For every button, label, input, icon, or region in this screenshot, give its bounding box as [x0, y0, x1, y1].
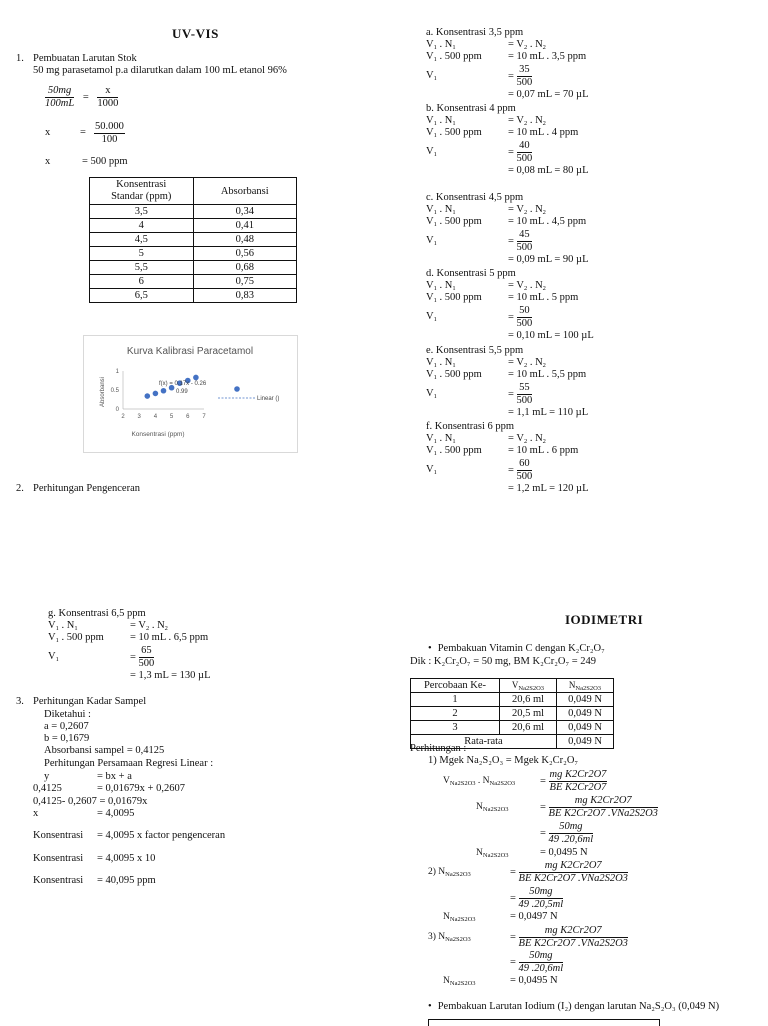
dilution-label: c. Konsentrasi 4,5 ppm — [426, 192, 524, 203]
table-cell: 3,5 — [90, 205, 194, 219]
n-label: $N_{Na2S2O3}$ — [443, 976, 476, 987]
dilution-a — [426, 27, 626, 103]
equation-3-lhs: x — [45, 156, 51, 167]
konsentrasi-value: = 4,0095 x factor pengenceran — [97, 830, 226, 841]
n-label: $N_{Na2S2O3}$ — [443, 912, 476, 923]
konsentrasi-value: = 40,095 ppm — [97, 875, 156, 886]
equation-2-eq: = — [80, 127, 86, 138]
dilution-result: = 1,1 mL = 110 µL — [508, 407, 589, 418]
chart-xlabel: Konsentrasi (ppm) — [131, 431, 185, 438]
table-cell: 0,049 N — [557, 693, 614, 707]
table-cell: 0,34 — [193, 205, 297, 219]
y-tick-label: 1 — [115, 369, 119, 375]
dilution-line: $V_1$ — [426, 146, 437, 158]
regression-rhs: = bx + a — [97, 771, 132, 782]
step-3-result: = 0,0495 N — [510, 975, 558, 986]
table-cell: 20,5 ml — [500, 707, 557, 721]
dilution-line: = $V_2$ . $N_2$ — [508, 115, 546, 127]
dilution-line: $V_1$ . $N_1$ — [426, 433, 456, 445]
chart-annotation: f(x) = 0.17x - 0.26 — [159, 381, 207, 387]
step-1-lhs: $V_{Na2S2O3}$ . $N_{Na2S2O3}$ — [443, 776, 516, 787]
equation-3-rhs: = 500 ppm — [82, 156, 128, 167]
step-3-substitution: = $\frac{50mg}{49 .20,6ml}$ — [510, 950, 564, 974]
dilution-line: $V_1$ — [48, 651, 59, 663]
table-cell: 4,5 — [90, 233, 194, 247]
dilution-line: = $V_2$ . $N_2$ — [508, 204, 546, 216]
table-cell: 0,75 — [193, 275, 297, 289]
step-3-formula: = $\frac{\text{mg K2Cr2O7}}{\text{BE K2Cr2O7 .VNa2S2O3}}$ — [510, 925, 628, 949]
data-point — [193, 375, 199, 381]
standard-table — [89, 177, 297, 303]
regression-rhs: = 0,01679x + 0,2607 — [97, 783, 185, 794]
dilution-f — [426, 421, 626, 497]
regression-lhs: 0,4125 — [33, 783, 62, 794]
chart-title: Kurva Kalibrasi Paracetamol — [126, 346, 254, 357]
table-cell: 0,41 — [193, 219, 297, 233]
table-cell: 0,68 — [193, 261, 297, 275]
dilution-c — [426, 192, 626, 268]
y-tick-label: 0 — [115, 407, 119, 413]
table-cell: 6,5 — [90, 289, 194, 303]
table-cell: 4 — [90, 219, 194, 233]
dilution-result: = 0,07 mL = 70 µL — [508, 89, 589, 100]
step-2: 2) $N_{Na2S2O3}$ — [428, 867, 471, 878]
dilution-label: f. Konsentrasi 6 ppm — [426, 421, 515, 432]
dilution-line: $V_1$ . $N_1$ — [426, 39, 456, 51]
table-header: $V_{Na2S2O3}$ — [500, 679, 557, 693]
dilution-b — [426, 103, 626, 179]
table-cell: 1 — [411, 693, 500, 707]
table-cell: 5,5 — [90, 261, 194, 275]
dilution-line: = 10 mL . 6,5 ppm — [130, 632, 209, 643]
table-header: Konsentrasi Standar (ppm) — [90, 178, 194, 205]
s3-line: Absorbansi sampel = 0,4125 — [44, 745, 165, 756]
dilution-line: $V_1$ — [426, 464, 437, 476]
chart-annotation-r2: 0.99 — [176, 389, 188, 395]
dilution-line: $V_1$ — [426, 311, 437, 323]
dilution-result: = 0,08 mL = 80 µL — [508, 165, 589, 176]
step-1-n-formula: = $\frac{\text{mg K2Cr2O7}}{\text{BE K2Cr2O7 .VNa2S2O3}}$ — [540, 795, 658, 819]
dilution-label: d. Konsentrasi 5 ppm — [426, 268, 516, 279]
section-1-number: 1. — [16, 53, 24, 64]
konsentrasi-value: = 4,0095 x 10 — [97, 853, 156, 864]
y-tick-label: 0.5 — [110, 388, 119, 394]
x-tick-label: 3 — [137, 414, 141, 420]
regression-lhs: y — [44, 771, 50, 782]
table-header: Percobaan Ke- — [411, 679, 500, 693]
table-header: Absorbansi — [193, 178, 297, 205]
dilution-line: $V_1$ . 500 ppm — [426, 445, 482, 457]
table-cell: 0,56 — [193, 247, 297, 261]
data-point — [145, 393, 151, 399]
dilution-result: = 1,2 mL = 120 µL — [508, 483, 589, 494]
perhitungan-label: Perhitungan : — [410, 743, 467, 754]
dilution-e — [426, 345, 626, 421]
chart-ylabel: Absorbansi — [100, 376, 106, 408]
dilution-fraction: = $\frac{50}{500}$ — [508, 305, 533, 329]
dilution-line: $V_1$ . 500 ppm — [426, 51, 482, 63]
uvvis-title: UV-VIS — [172, 26, 219, 41]
n-label: $N_{Na2S2O3}$ — [476, 848, 509, 859]
konsentrasi-label: Konsentrasi — [33, 830, 84, 841]
table-cell: 0,48 — [193, 233, 297, 247]
section-1-desc: 50 mg parasetamol p.a dilarutkan dalam 100 mL etanol 96% — [33, 65, 287, 76]
data-point — [153, 391, 159, 397]
dilution-label: a. Konsentrasi 3,5 ppm — [426, 27, 524, 38]
dilution-line: $V_1$ . 500 ppm — [426, 127, 482, 139]
section-1-heading: Pembuatan Larutan Stok — [33, 53, 137, 64]
iodimetri-bullet-2: • Pembakuan Larutan Iodium (I₂) dengan larutan Na₂S₂O₃ (0,049 N) — [428, 1001, 719, 1013]
dilution-line: $V_1$ — [426, 235, 437, 247]
table-cell: 5 — [90, 247, 194, 261]
section-2-heading: Perhitungan Pengenceran — [33, 483, 141, 494]
iodimetri-bullet-1: • Pembakuan Vitamin C dengan K₂Cr₂O₇ — [428, 643, 605, 655]
x-tick-label: 5 — [169, 414, 174, 420]
table-cell: 2 — [411, 707, 500, 721]
x-tick-label: 4 — [153, 414, 158, 420]
table-cell: 20,6 ml — [500, 721, 557, 735]
n-label: $N_{Na2S2O3}$ — [476, 802, 509, 813]
table-cell: 6 — [90, 275, 194, 289]
table-cell: 0,049 N — [557, 707, 614, 721]
x-tick-label: 6 — [186, 414, 190, 420]
dilution-result: = 1,3 mL = 130 µL — [130, 670, 211, 681]
step-1-rhs: = $\frac{\text{mg K2Cr2O7}}{\text{BE K2Cr2O7}}$ — [540, 769, 607, 793]
step-3: 3) $N_{Na2S2O3}$ — [428, 932, 471, 943]
dilution-line: $V_1$ . 500 ppm — [426, 216, 482, 228]
table-cell: 20,6 ml — [500, 693, 557, 707]
dilution-line: $V_1$ . 500 ppm — [48, 632, 104, 644]
calibration-chart — [83, 335, 298, 453]
dilution-g — [48, 608, 248, 684]
iodimetri-table — [410, 678, 614, 749]
konsentrasi-label: Konsentrasi — [33, 853, 84, 864]
dilution-d — [426, 268, 626, 344]
dilution-label: g. Konsentrasi 6,5 ppm — [48, 608, 146, 619]
x-tick-label: 7 — [202, 414, 206, 420]
equation-1: $\frac{50mg}{100mL}$ = $\frac{x}{1000}$ — [45, 85, 119, 109]
dilution-fraction: = $\frac{35}{500}$ — [508, 64, 533, 88]
dilution-line: $V_1$ — [426, 70, 437, 82]
dilution-label: b. Konsentrasi 4 ppm — [426, 103, 516, 114]
dilution-line: = $V_2$ . $N_2$ — [508, 39, 546, 51]
s3-line: b = 0,1679 — [44, 733, 90, 744]
dilution-line: = 10 mL . 6 ppm — [508, 445, 579, 456]
legend-linear: Linear () — [257, 396, 280, 402]
dilution-fraction: = $\frac{45}{500}$ — [508, 229, 533, 253]
table-cell: 0,83 — [193, 289, 297, 303]
dilution-fraction: = $\frac{60}{500}$ — [508, 458, 533, 482]
dilution-line: $V_1$ . $N_1$ — [426, 115, 456, 127]
equation-2-frac: $\frac{50.000}{100}$ — [95, 121, 124, 145]
step-1-result: = 0,0495 N — [540, 847, 588, 858]
section-3-number: 3. — [16, 696, 24, 707]
dilution-fraction: = $\frac{55}{500}$ — [508, 382, 533, 406]
s3-line: Diketahui : — [44, 709, 91, 720]
dilution-line: $V_1$ . 500 ppm — [426, 292, 482, 304]
dilution-line: $V_1$ . $N_1$ — [48, 620, 78, 632]
dilution-fraction: = $\frac{40}{500}$ — [508, 140, 533, 164]
data-point — [161, 388, 167, 394]
dilution-result: = 0,09 mL = 90 µL — [508, 254, 589, 265]
dilution-line: = $V_2$ . $N_2$ — [508, 280, 546, 292]
regression-lhs: x — [33, 808, 39, 819]
s3-line: Perhitungan Persamaan Regresi Linear : — [44, 758, 214, 769]
dilution-line: $V_1$ — [426, 388, 437, 400]
dilution-line: = 10 mL . 4,5 ppm — [508, 216, 587, 227]
table-cell: 3 — [411, 721, 500, 735]
dilution-line: = $V_2$ . $N_2$ — [130, 620, 168, 632]
dilution-line: $V_1$ . $N_1$ — [426, 280, 456, 292]
equation-2-lhs: x — [45, 127, 51, 138]
dilution-line: $V_1$ . $N_1$ — [426, 357, 456, 369]
section-3-heading: Perhitungan Kadar Sampel — [33, 696, 147, 707]
step-2-formula: = $\frac{\text{mg K2Cr2O7}}{\text{BE K2Cr2O7 .VNa2S2O3}}$ — [510, 860, 628, 884]
regression-line: 0,4125- 0,2607 = 0,01679x — [33, 796, 148, 807]
dilution-fraction: = $\frac{65}{500}$ — [130, 645, 155, 669]
step-1-substitution: = $\frac{50mg}{49 .20,6ml}$ — [540, 821, 594, 845]
dilution-line: = 10 mL . 3,5 ppm — [508, 51, 587, 62]
dilution-result: = 0,10 mL = 100 µL — [508, 330, 594, 341]
table-cell: 0,049 N — [557, 735, 614, 749]
iodimetri-title: IODIMETRI — [565, 612, 644, 627]
dilution-line: = 10 mL . 4 ppm — [508, 127, 579, 138]
dilution-line: = 10 mL . 5 ppm — [508, 292, 579, 303]
dilution-line: = 10 mL . 5,5 ppm — [508, 369, 587, 380]
konsentrasi-label: Konsentrasi — [33, 875, 84, 886]
step-2-substitution: = $\frac{50mg}{49 .20,5ml}$ — [510, 886, 564, 910]
legend-marker — [234, 386, 240, 392]
step-1: 1) Mgek Na₂S₂O₃ = Mgek K₂Cr₂O₇ — [428, 755, 579, 766]
section-2-number: 2. — [16, 483, 24, 494]
x-tick-label: 2 — [121, 414, 125, 420]
s3-line: a = 0,2607 — [44, 721, 89, 732]
step-2-result: = 0,0497 N — [510, 911, 558, 922]
dilution-label: e. Konsentrasi 5,5 ppm — [426, 345, 524, 356]
iodimetri-dik: Dik : K₂Cr₂O₇ = 50 mg, BM K₂Cr₂O₇ = 249 — [410, 656, 597, 667]
dilution-line: = $V_2$ . $N_2$ — [508, 433, 546, 445]
regression-rhs: = 4,0095 — [97, 808, 135, 819]
cut-off-table — [428, 1019, 660, 1026]
dilution-line: $V_1$ . 500 ppm — [426, 369, 482, 381]
table-cell: Rata-rata — [411, 735, 557, 749]
dilution-line: = $V_2$ . $N_2$ — [508, 357, 546, 369]
dilution-line: $V_1$ . $N_1$ — [426, 204, 456, 216]
table-header: $N_{Na2S2O3}$ — [557, 679, 614, 693]
table-cell: 0,049 N — [557, 721, 614, 735]
